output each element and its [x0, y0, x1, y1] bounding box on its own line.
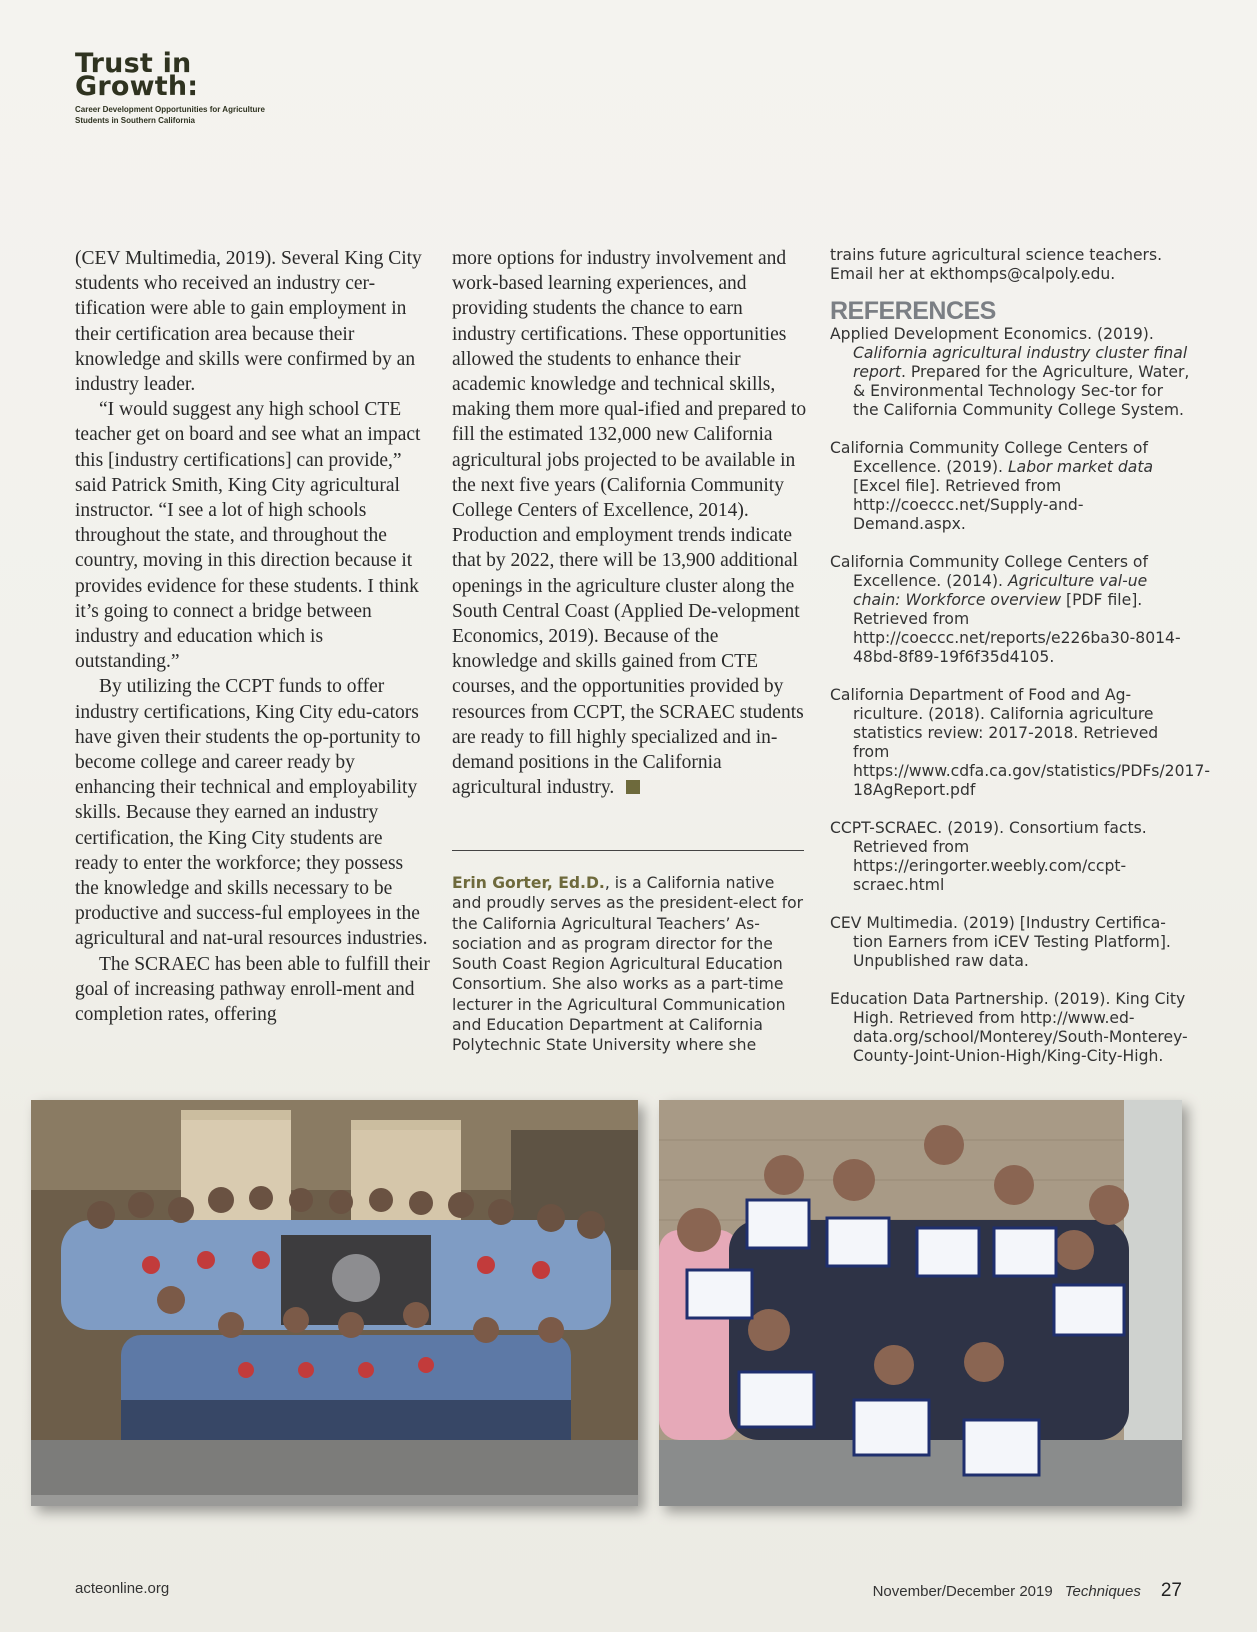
reference-text: California Community College Centers of Excellence. (2019). [830, 439, 1148, 476]
paragraph: (CEV Multimedia, 2019). Several King City students who received an industry cer-tification were able to gain employment in their certification area because their knowledge and skills were confirmed by an industry leader. [75, 248, 422, 396]
author-bio-continued: trains future agricultural science teachers. Email her at ekthomps@calpoly.edu. [830, 246, 1163, 283]
footer-issue-info [873, 1580, 1182, 1602]
photo-illustration [659, 1100, 1182, 1506]
sidebar-column [830, 246, 1210, 1085]
paragraph: By utilizing the CCPT funds to offer industry certifications, King City edu-cators have given their students the op-portunity to become college and career ready by enhancing their technical and employability skills. Because they earned an industry certification, the King City students are ready to enter the workforce; they possess the knowledge and skills necessary to be productive and success-ful employees in the agricultural and nat-ural resources industries. [75, 676, 428, 950]
article-subtitle: Career Development Opportunities for Agriculture Students in Southern California [75, 105, 265, 125]
author-name: Erin Gorter, Ed.D. [452, 874, 605, 892]
reference-entry [830, 325, 1190, 420]
end-of-article-mark [626, 780, 640, 794]
photo-illustration [31, 1100, 638, 1506]
reference-entry [830, 686, 1210, 800]
body-column-2 [452, 246, 807, 800]
reference-title: California agricultural industry cluster final report [853, 344, 1188, 381]
reference-text: [PDF file]. Retrieved from http://coeccc.net/reports/e226ba30-8014-48bd-8f89-19f6f35d4105. [853, 591, 1181, 666]
article-title: Trust in Growth: [75, 48, 199, 102]
article-header [75, 48, 295, 126]
reference-entry [830, 553, 1190, 667]
references-heading: REFERENCES [830, 297, 996, 325]
reference-text: Applied Development Economics. (2019). [830, 325, 1154, 343]
footer-issue-date: November/December 2019 [872, 1583, 1053, 1600]
reference-entry [830, 914, 1190, 971]
footer-magazine-name: Techniques [1064, 1583, 1141, 1600]
reference-text: California Community College Centers of Excellence. (2014). [830, 553, 1148, 590]
reference-text: . Prepared for the Agriculture, Water, & Environmental Technology Sec-tor for the California Community College System. [853, 363, 1190, 419]
references-list [830, 325, 1210, 1066]
reference-text: Education Data Partnership. (2019). King City High. Retrieved from http://www.ed-data.org/school/Monterey/South-Monterey-County-Joint-Union-High/King-City-High. [830, 990, 1188, 1065]
students-group-photo-shop [31, 1100, 638, 1506]
reference-title: Agriculture val-ue chain: Workforce overview [853, 572, 1148, 609]
reference-entry [830, 990, 1190, 1066]
paragraph [452, 246, 807, 800]
page-number: 27 [1160, 1580, 1182, 1601]
bio-divider [452, 850, 804, 851]
reference-text: CCPT-SCRAEC. (2019). Consortium facts. Retrieved from https://eringorter.weebly.com/ccpt-scraec.html [830, 819, 1147, 894]
paragraph-text: more options for industry involvement and work-based learning experiences, and providing students the chance to earn industry certifications. These opportunities allowed the students to enhance their academic knowledge and technical skills, making them more qual-ified and prepared to fill the estimated 132,000 new California agricultural jobs projected to be available in the next five years (California Community College Centers of Excellence, 2014). Production and employment trends indicate that by 2022, there will be 13,900 additional openings in the agriculture cluster along the South Central Coast (Applied De-velopment Economics, 2019). Because of the knowledge and skills gained from CTE courses, and the opportunities provided by resources from CCPT, the SCRAEC students are ready to fill highly specialized and in-demand positions in the California agricultural industry. [452, 248, 807, 799]
students-certificates-photo [659, 1100, 1182, 1506]
reference-entry [830, 439, 1190, 534]
footer-website: acteonline.org [75, 1580, 170, 1597]
reference-entry [830, 819, 1190, 895]
reference-text: CEV Multimedia. (2019) [Industry Certifica-tion Earners from iCEV Testing Platform]. Unpublished raw data. [830, 914, 1171, 970]
author-bio [452, 873, 804, 1056]
body-column-1 [75, 246, 430, 1027]
reference-text: California Department of Food and Ag-riculture. (2018). California agriculture statistics review: 2017-2018. Retrieved from https://www.cdfa.ca.gov/statistics/PDFs/2017-18AgReport.pdf [830, 686, 1210, 799]
paragraph: The SCRAEC has been able to fulfill their goal of increasing pathway enroll-ment and completion rates, offering [75, 953, 430, 1026]
paragraph-quote: “I would suggest any high school CTE teacher get on board and see what an impact this [industry certifications] can provide,” said Patrick Smith, King City agricultural instructor. “I see a lot of high schools throughout the state, and throughout the country, moving in this direction because it provides evidence for these students. I think it’s going to connect a bridge between industry and education which is outstanding.” [75, 399, 421, 673]
reference-title: Labor market data [1007, 458, 1153, 476]
reference-text: [Excel file]. Retrieved from http://coeccc.net/Supply-and-Demand.aspx. [853, 477, 1084, 533]
author-bio-text: , is a California native and proudly serves as the president-elect for the California Agricultural Teachers’ As-sociation and as program director for the South Coast Region Agricultural Education Consortium. She also works as a part-time lecturer in the Agricultural Communication and Education Department at California Polytechnic State University where she [452, 874, 804, 1055]
